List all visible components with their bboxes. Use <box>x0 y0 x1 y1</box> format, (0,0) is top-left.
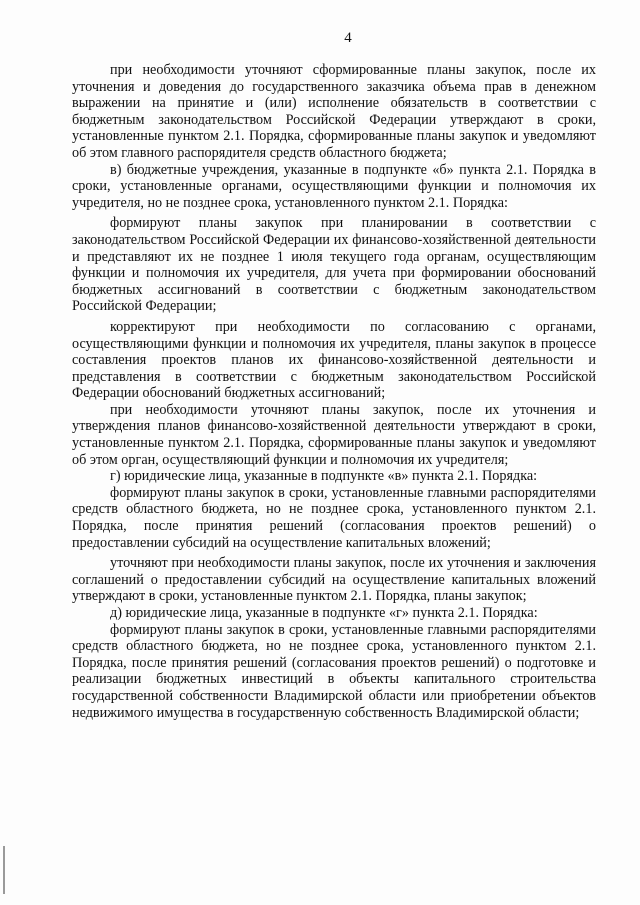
scan-edge-mark <box>3 846 5 894</box>
paragraph-budget-institutions: в) бюджетные учреждения, указанные в подпункте «б» пункта 2.1. Порядка в сроки, установленные органами, осуществляющими функции и полномочия их учредителя, но не позднее срока, установленного пунктом 2.1. Порядка: <box>72 161 596 211</box>
paragraph-form-plans: формируют планы закупок при планировании в соответствии с законодательством Российской Федерации их финансово-хозяйственной деятельности и представляют их не позднее 1 июля текущего года органам, осуществляющим функции и полномочия их учредителя, для учета при формировании обоснований бюджетных ассигнований в соответствии с бюджетным законодательством Российской Федерации; <box>72 215 596 315</box>
paragraph-legal-entities-d: д) юридические лица, указанные в подпункте «г» пункта 2.1. Порядка: <box>110 605 538 621</box>
paragraph-clarify-plans: при необходимости уточняют сформированные планы закупок, после их уточнения и доведения до государственного заказчика объема прав в денежном выражении на принятие и (или) исполнение обязательств в соответствии с бюджетным законодательством Российской Федерации утверждают в сроки, установленные пунктом 2.1. Порядка, сформированные планы закупок и уведомляют об этом главного распорядителя средств областного бюджета; <box>72 62 596 161</box>
paragraph-clarify-subsidies: уточняют при необходимости планы закупок, после их уточнения и заключения соглашений о предоставлении субсидий на осуществление капитальных вложений утверждают в сроки, установленные пунктом 2.1. Порядка, планы закупок; <box>72 555 596 605</box>
paragraph-legal-entities-g: г) юридические лица, указанные в подпункте «в» пункта 2.1. Порядка: <box>110 468 538 485</box>
page-number: 4 <box>344 30 352 46</box>
paragraph-clarify-approve: при необходимости уточняют планы закупок, после их уточнения и утверждения планов финансово-хозяйственной деятельности утверждают в сроки, установленные пунктом 2.1. Порядка, сформированные планы закупок и уведомляют об этом орган, осуществляющий функции и полномочия их учредителя; <box>72 401 596 468</box>
paragraph-adjust-plans: корректируют при необходимости по согласованию с органами, осуществляющими функции и полномочия их учредителя, планы закупок в процессе составления проектов планов их финансово-хозяйственной деятельности и представления в соответствии с бюджетным законодательством Российской Федерации обоснований бюджетных ассигнований; <box>72 318 596 402</box>
document-body <box>72 62 596 721</box>
paragraph-form-plans-investments: формируют планы закупок в сроки, установленные главными распорядителями средств областного бюджета, но не позднее срока, установленного пунктом 2.1. Порядка, после принятия решений (согласования проектов решений) о подготовке и реализации бюджетных инвестиций в объекты капитального строительства государственной собственности Владимирской области или приобретении объектов недвижимого имущества в государственную собственность Владимирской области; <box>72 621 596 721</box>
paragraph-form-plans-subsidies: формируют планы закупок в сроки, установленные главными распорядителями средств областного бюджета, но не позднее срока, установленного пунктом 2.1. Порядка, после принятия решений (согласования проектов решений) о предоставлении субсидий на осуществление капитальных вложений; <box>72 484 596 551</box>
